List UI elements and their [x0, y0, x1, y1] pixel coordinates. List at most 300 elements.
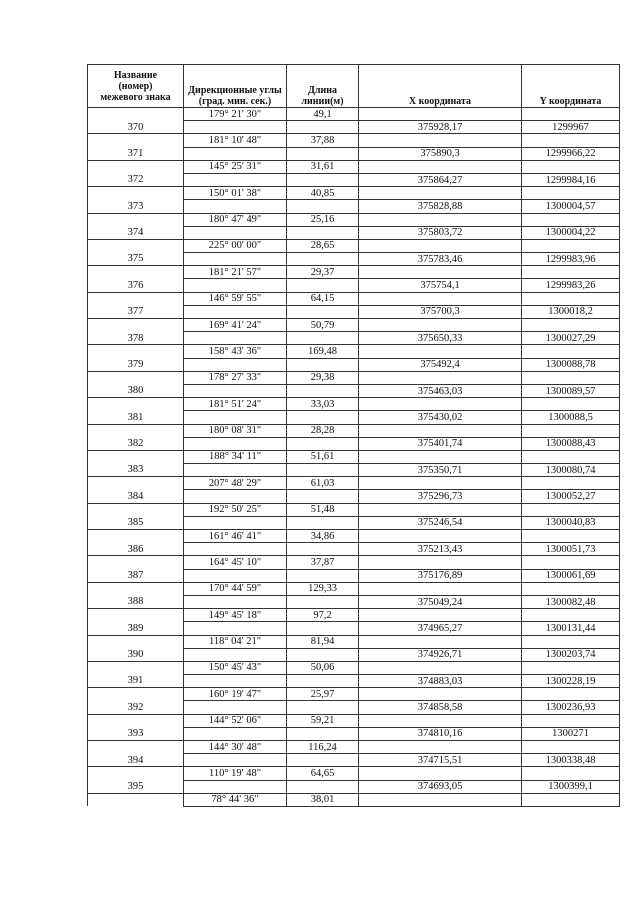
cell-x: [359, 213, 522, 226]
cell-length: [287, 727, 359, 740]
cell-y: 1300051,73: [522, 543, 620, 556]
cell-name: [88, 477, 184, 490]
cell-angle: 158° 43' 36": [184, 345, 287, 358]
cell-length: [287, 411, 359, 424]
cell-length: [287, 200, 359, 213]
header-row: [88, 65, 620, 108]
cell-x: 375213,43: [359, 543, 522, 556]
cell-y: 1300052,27: [522, 490, 620, 503]
cell-y: [522, 793, 620, 806]
table-row: [88, 398, 620, 411]
table-row: [88, 134, 620, 147]
header-angle-line-2: (град. мин. сек.): [198, 96, 272, 107]
cell-name: 384: [88, 490, 184, 503]
table-row: [88, 569, 620, 582]
cell-length: [287, 595, 359, 608]
cell-x: [359, 688, 522, 701]
cell-x: [359, 503, 522, 516]
cell-angle: [184, 305, 287, 318]
cell-x: 375803,72: [359, 226, 522, 239]
cell-name: 379: [88, 358, 184, 371]
table-row: [88, 582, 620, 595]
cell-length: 50,06: [287, 661, 359, 674]
table-row: [88, 767, 620, 780]
cell-name: [88, 398, 184, 411]
cell-length: 37,87: [287, 556, 359, 569]
cell-y: 1300089,57: [522, 384, 620, 397]
table-row: [88, 345, 620, 358]
cell-y: [522, 160, 620, 173]
table-row: [88, 266, 620, 279]
cell-y: 1300228,19: [522, 675, 620, 688]
cell-x: 375783,46: [359, 253, 522, 266]
table-row: [88, 530, 620, 543]
cell-y: [522, 688, 620, 701]
table-row: [88, 108, 620, 121]
cell-length: [287, 622, 359, 635]
table-row: [88, 411, 620, 424]
cell-angle: 181° 10' 48": [184, 134, 287, 147]
table-row: [88, 160, 620, 173]
header-angle-line-1: Дирекционные углы: [188, 85, 282, 96]
cell-y: [522, 266, 620, 279]
cell-y: [522, 134, 620, 147]
cell-name: 385: [88, 516, 184, 529]
cell-x: 375246,54: [359, 516, 522, 529]
cell-length: [287, 754, 359, 767]
cell-y: [522, 371, 620, 384]
cell-length: [287, 173, 359, 186]
table-body: [88, 108, 620, 807]
cell-length: 97,2: [287, 609, 359, 622]
cell-x: [359, 767, 522, 780]
cell-length: [287, 279, 359, 292]
table-row: [88, 319, 620, 332]
cell-angle: 118° 04' 21": [184, 635, 287, 648]
cell-x: 374965,27: [359, 622, 522, 635]
cell-y: 1300004,57: [522, 200, 620, 213]
header-length: [287, 65, 359, 108]
cell-x: [359, 582, 522, 595]
table-row: [88, 701, 620, 714]
cell-x: 375650,33: [359, 332, 522, 345]
cell-name: 388: [88, 595, 184, 608]
table-row: [88, 292, 620, 305]
cell-length: 169,48: [287, 345, 359, 358]
cell-length: [287, 253, 359, 266]
cell-angle: 170° 44' 59": [184, 582, 287, 595]
cell-length: [287, 437, 359, 450]
table-row: [88, 661, 620, 674]
cell-name: [88, 371, 184, 384]
cell-angle: 225° 00' 00": [184, 239, 287, 252]
cell-angle: 164° 45' 10": [184, 556, 287, 569]
cell-length: 29,37: [287, 266, 359, 279]
cell-length: 25,97: [287, 688, 359, 701]
header-name-line-1: Название: [113, 69, 158, 81]
table-row: [88, 543, 620, 556]
cell-angle: 188° 34' 11": [184, 450, 287, 463]
table-row: [88, 147, 620, 160]
cell-name: [88, 187, 184, 200]
cell-y: 1299966,22: [522, 147, 620, 160]
cell-name: [88, 134, 184, 147]
cell-x: [359, 398, 522, 411]
header-x: [359, 65, 522, 108]
table-row: [88, 490, 620, 503]
table-header: [88, 65, 620, 108]
cell-x: [359, 266, 522, 279]
cell-x: [359, 345, 522, 358]
cell-name: [88, 450, 184, 463]
cell-x: [359, 319, 522, 332]
cell-angle: 149° 45' 18": [184, 609, 287, 622]
table-row: [88, 741, 620, 754]
cell-name: [88, 609, 184, 622]
cell-angle: [184, 675, 287, 688]
cell-y: 1299983,96: [522, 253, 620, 266]
cell-length: 64,65: [287, 767, 359, 780]
cell-length: [287, 490, 359, 503]
table-row: [88, 516, 620, 529]
header-name-line-2: (номер): [118, 80, 153, 92]
cell-name: 394: [88, 754, 184, 767]
cell-name: [88, 266, 184, 279]
cell-y: [522, 741, 620, 754]
cell-name: 391: [88, 675, 184, 688]
cell-name: 383: [88, 464, 184, 477]
table-row: [88, 648, 620, 661]
cell-angle: 179° 21' 30": [184, 108, 287, 121]
cell-y: 1300088,43: [522, 437, 620, 450]
cell-angle: 78° 44' 36": [184, 793, 287, 806]
cell-y: [522, 582, 620, 595]
cell-name: [88, 424, 184, 437]
cell-x: [359, 609, 522, 622]
cell-length: 33,03: [287, 398, 359, 411]
cell-name: 389: [88, 622, 184, 635]
cell-length: 37,88: [287, 134, 359, 147]
table-row: [88, 477, 620, 490]
cell-x: [359, 793, 522, 806]
cell-x: [359, 556, 522, 569]
cell-length: 129,33: [287, 582, 359, 595]
cell-length: 61,03: [287, 477, 359, 490]
cell-name: 371: [88, 147, 184, 160]
cell-name: [88, 319, 184, 332]
cell-name: [88, 635, 184, 648]
cell-length: 49,1: [287, 108, 359, 121]
cell-name: 372: [88, 173, 184, 186]
cell-y: [522, 530, 620, 543]
cell-angle: 144° 30' 48": [184, 741, 287, 754]
cell-x: 374715,51: [359, 754, 522, 767]
cell-name: [88, 503, 184, 516]
cell-y: 1300080,74: [522, 464, 620, 477]
cell-angle: [184, 701, 287, 714]
cell-name: [88, 741, 184, 754]
cell-name: 395: [88, 780, 184, 793]
cell-angle: 150° 01' 38": [184, 187, 287, 200]
cell-name: 380: [88, 384, 184, 397]
cell-name: [88, 767, 184, 780]
table-row: [88, 556, 620, 569]
cell-y: 1300082,48: [522, 595, 620, 608]
cell-y: 1300004,22: [522, 226, 620, 239]
cell-name: 370: [88, 121, 184, 134]
cell-name: [88, 530, 184, 543]
cell-x: 375864,27: [359, 173, 522, 186]
cell-name: 393: [88, 727, 184, 740]
cell-name: [88, 292, 184, 305]
table-row: [88, 727, 620, 740]
cell-y: 1300338,48: [522, 754, 620, 767]
cell-y: 1300088,78: [522, 358, 620, 371]
cell-x: [359, 187, 522, 200]
cell-angle: [184, 200, 287, 213]
cell-x: [359, 714, 522, 727]
cell-angle: [184, 384, 287, 397]
cell-y: 1300018,2: [522, 305, 620, 318]
header-name: [88, 65, 184, 108]
cell-x: [359, 371, 522, 384]
cell-length: 59,21: [287, 714, 359, 727]
cell-length: [287, 675, 359, 688]
cell-y: [522, 661, 620, 674]
cell-length: 38,01: [287, 793, 359, 806]
cell-x: [359, 239, 522, 252]
table-row: [88, 688, 620, 701]
cell-x: 375463,03: [359, 384, 522, 397]
cell-x: 375890,3: [359, 147, 522, 160]
cell-length: 64,15: [287, 292, 359, 305]
cell-angle: 144° 52' 06": [184, 714, 287, 727]
cell-name: [88, 582, 184, 595]
cell-length: [287, 464, 359, 477]
cell-angle: [184, 780, 287, 793]
cell-angle: [184, 490, 287, 503]
cell-length: 34,86: [287, 530, 359, 543]
cell-x: 374883,03: [359, 675, 522, 688]
cell-angle: [184, 595, 287, 608]
cell-angle: 161° 46' 41": [184, 530, 287, 543]
table-row: [88, 437, 620, 450]
cell-y: [522, 635, 620, 648]
cell-angle: [184, 727, 287, 740]
cell-y: 1299983,26: [522, 279, 620, 292]
table-row: [88, 503, 620, 516]
table-row: [88, 595, 620, 608]
cell-length: [287, 648, 359, 661]
cell-y: 1299984,16: [522, 173, 620, 186]
table-row: [88, 464, 620, 477]
cell-angle: 150° 45' 43": [184, 661, 287, 674]
cell-length: [287, 226, 359, 239]
cell-angle: [184, 754, 287, 767]
cell-x: [359, 424, 522, 437]
cell-name: [88, 714, 184, 727]
cell-name: 386: [88, 543, 184, 556]
table-row: [88, 609, 620, 622]
cell-y: 1300203,74: [522, 648, 620, 661]
cell-length: [287, 780, 359, 793]
cell-length: [287, 332, 359, 345]
cell-x: [359, 635, 522, 648]
table-row: [88, 226, 620, 239]
cell-angle: 178° 27' 33": [184, 371, 287, 384]
table-row: [88, 253, 620, 266]
cell-x: 375176,89: [359, 569, 522, 582]
cell-name: 375: [88, 253, 184, 266]
table-row: [88, 173, 620, 186]
cell-y: [522, 424, 620, 437]
cell-length: [287, 358, 359, 371]
table-row: [88, 279, 620, 292]
cell-x: 374926,71: [359, 648, 522, 661]
cell-x: 374810,16: [359, 727, 522, 740]
table-row: [88, 305, 620, 318]
cell-angle: [184, 622, 287, 635]
cell-angle: [184, 332, 287, 345]
cell-x: [359, 477, 522, 490]
cell-name: [88, 661, 184, 674]
cell-angle: 181° 51' 24": [184, 398, 287, 411]
cell-y: [522, 556, 620, 569]
cell-x: 375296,73: [359, 490, 522, 503]
table-row: [88, 121, 620, 134]
cell-length: 40,85: [287, 187, 359, 200]
cell-x: 375430,02: [359, 411, 522, 424]
cell-angle: 181° 21' 57": [184, 266, 287, 279]
cell-length: [287, 569, 359, 582]
cell-name: 390: [88, 648, 184, 661]
cell-y: 1299967: [522, 121, 620, 134]
cell-angle: 180° 08' 31": [184, 424, 287, 437]
cell-angle: 180° 47' 49": [184, 213, 287, 226]
cell-length: 51,61: [287, 450, 359, 463]
cell-length: 51,48: [287, 503, 359, 516]
cell-name: [88, 108, 184, 121]
cell-y: [522, 450, 620, 463]
cell-name: 392: [88, 701, 184, 714]
table-row: [88, 332, 620, 345]
cell-angle: [184, 411, 287, 424]
cell-y: 1300040,83: [522, 516, 620, 529]
cell-y: [522, 714, 620, 727]
cell-name: [88, 213, 184, 226]
cell-angle: [184, 358, 287, 371]
cell-name: 374: [88, 226, 184, 239]
cell-length: [287, 701, 359, 714]
cell-angle: [184, 516, 287, 529]
cell-x: [359, 292, 522, 305]
cell-name: [88, 688, 184, 701]
cell-x: 375928,17: [359, 121, 522, 134]
cell-angle: 146° 59' 55": [184, 292, 287, 305]
cell-x: 375492,4: [359, 358, 522, 371]
cell-length: 81,94: [287, 635, 359, 648]
cell-length: 28,65: [287, 239, 359, 252]
cell-length: [287, 121, 359, 134]
cell-name: 387: [88, 569, 184, 582]
table-row: [88, 200, 620, 213]
cell-length: 25,16: [287, 213, 359, 226]
cell-name: 382: [88, 437, 184, 450]
cell-x: 375754,1: [359, 279, 522, 292]
cell-name: [88, 793, 184, 806]
table-row: [88, 371, 620, 384]
cell-x: 374858,58: [359, 701, 522, 714]
cell-x: [359, 661, 522, 674]
cell-angle: [184, 121, 287, 134]
header-angle: [184, 65, 287, 108]
cell-length: 29,38: [287, 371, 359, 384]
cell-y: [522, 398, 620, 411]
cell-angle: [184, 543, 287, 556]
cell-angle: 110° 19' 48": [184, 767, 287, 780]
cell-name: 381: [88, 411, 184, 424]
cell-y: [522, 477, 620, 490]
cell-x: 375828,88: [359, 200, 522, 213]
cell-y: 1300271: [522, 727, 620, 740]
cell-angle: [184, 253, 287, 266]
cell-length: [287, 384, 359, 397]
cell-y: [522, 239, 620, 252]
cell-y: 1300088,5: [522, 411, 620, 424]
cell-angle: 169° 41' 24": [184, 319, 287, 332]
header-x-label: X координата: [408, 96, 472, 107]
header-length-line-2: линии(м): [301, 96, 344, 107]
cell-y: [522, 187, 620, 200]
cell-y: [522, 609, 620, 622]
table-row: [88, 635, 620, 648]
cell-angle: [184, 279, 287, 292]
table-row: [88, 450, 620, 463]
cell-y: 1300131,44: [522, 622, 620, 635]
cell-angle: [184, 173, 287, 186]
header-length-line-1: Длина: [307, 85, 337, 96]
cell-name: [88, 160, 184, 173]
cell-x: 375350,71: [359, 464, 522, 477]
cell-name: [88, 345, 184, 358]
cell-angle: [184, 569, 287, 582]
cell-length: 50,79: [287, 319, 359, 332]
cell-x: 374693,05: [359, 780, 522, 793]
cell-x: [359, 108, 522, 121]
cell-x: [359, 741, 522, 754]
cell-length: 31,61: [287, 160, 359, 173]
cell-x: 375401,74: [359, 437, 522, 450]
cell-x: [359, 530, 522, 543]
table-row: [88, 424, 620, 437]
cell-angle: 207° 48' 29": [184, 477, 287, 490]
table-row: [88, 384, 620, 397]
boundary-points-table: [87, 64, 620, 807]
cell-y: [522, 292, 620, 305]
cell-angle: 192° 50' 25": [184, 503, 287, 516]
cell-y: 1300027,29: [522, 332, 620, 345]
cell-x: [359, 134, 522, 147]
table-row: [88, 213, 620, 226]
header-y: [522, 65, 620, 108]
cell-name: [88, 556, 184, 569]
cell-name: 373: [88, 200, 184, 213]
cell-y: [522, 345, 620, 358]
cell-angle: [184, 226, 287, 239]
table-row: [88, 187, 620, 200]
table-row: [88, 714, 620, 727]
cell-x: 375700,3: [359, 305, 522, 318]
